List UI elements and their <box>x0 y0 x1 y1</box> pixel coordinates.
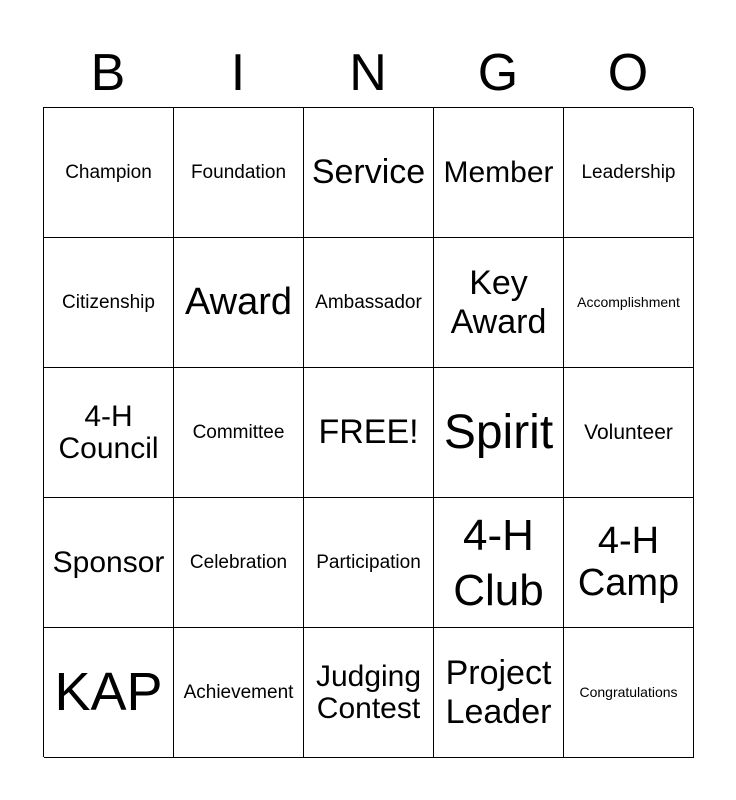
bingo-cell[interactable]: Foundation <box>174 108 304 238</box>
bingo-cell[interactable]: Committee <box>174 368 304 498</box>
bingo-cell[interactable]: Member <box>434 108 564 238</box>
bingo-cell[interactable]: Congratulations <box>564 628 694 758</box>
bingo-cell[interactable]: Service <box>304 108 434 238</box>
bingo-cell[interactable]: Participation <box>304 498 434 628</box>
bingo-card-grid <box>43 107 693 757</box>
bingo-cell[interactable]: Key Award <box>434 238 564 368</box>
bingo-cell[interactable]: 4-H Council <box>44 368 174 498</box>
bingo-cell[interactable]: Sponsor <box>44 498 174 628</box>
header-letter-n: N <box>349 44 387 102</box>
header-letter-o: O <box>607 44 649 102</box>
bingo-cell[interactable]: KAP <box>44 628 174 758</box>
header-letter-b: B <box>90 44 126 102</box>
bingo-cell[interactable]: 4-H Camp <box>564 498 694 628</box>
bingo-cell[interactable]: Judging Contest <box>304 628 434 758</box>
bingo-cell[interactable]: Accomplishment <box>564 238 694 368</box>
bingo-cell[interactable]: Project Leader <box>434 628 564 758</box>
header-letter-g: G <box>477 44 519 102</box>
bingo-cell[interactable]: Spirit <box>434 368 564 498</box>
bingo-header <box>43 38 693 108</box>
bingo-cell[interactable]: 4-H Club <box>434 498 564 628</box>
bingo-cell[interactable]: Champion <box>44 108 174 238</box>
bingo-cell[interactable]: Celebration <box>174 498 304 628</box>
bingo-free-space[interactable]: FREE! <box>304 368 434 498</box>
bingo-cell[interactable]: Ambassador <box>304 238 434 368</box>
bingo-cell[interactable]: Award <box>174 238 304 368</box>
bingo-cell[interactable]: Leadership <box>564 108 694 238</box>
bingo-cell[interactable]: Achievement <box>174 628 304 758</box>
bingo-cell[interactable]: Volunteer <box>564 368 694 498</box>
bingo-cell[interactable]: Citizenship <box>44 238 174 368</box>
header-letter-i: I <box>230 44 246 102</box>
